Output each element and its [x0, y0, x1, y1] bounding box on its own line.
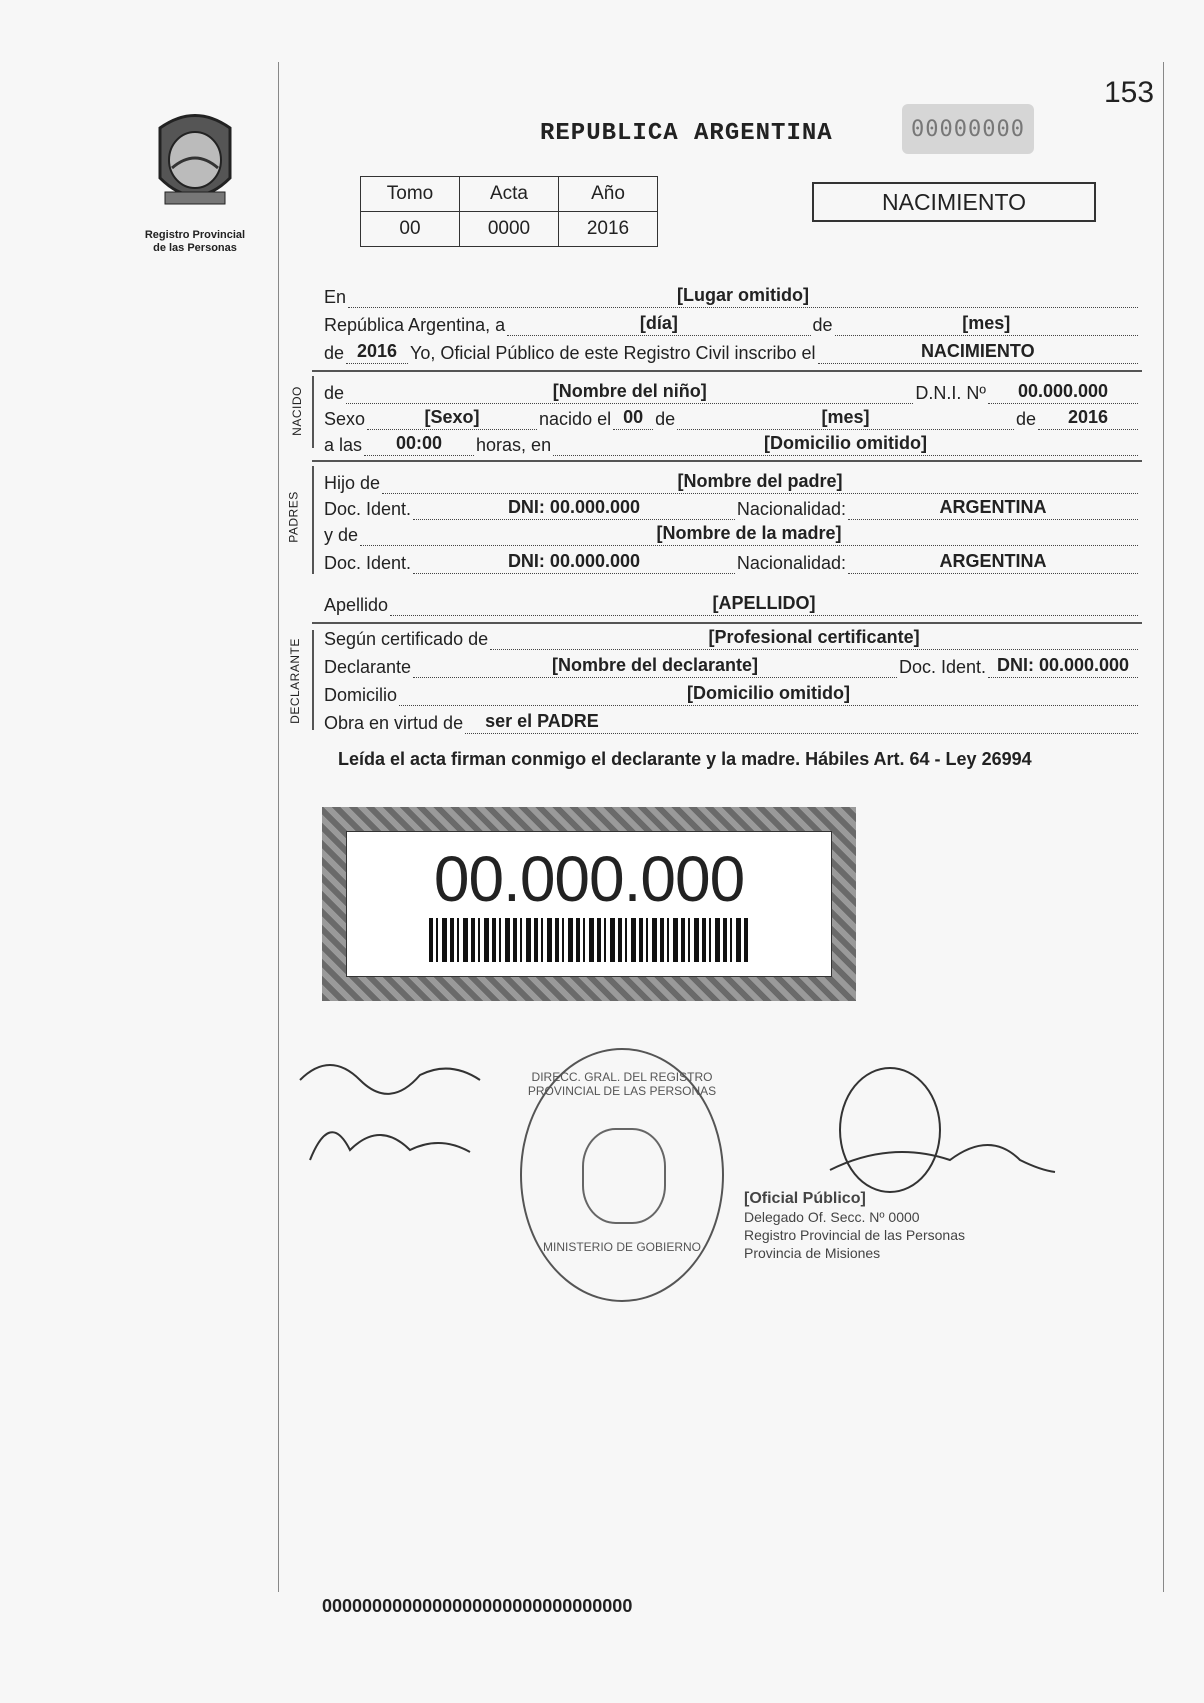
separator-padres [312, 460, 1142, 462]
label-a-las: a las [324, 435, 363, 455]
row-mother-doc [324, 548, 1140, 574]
label-de-year: de [324, 343, 345, 363]
label-father-doc: Doc. Ident. [324, 499, 412, 519]
value-declarante: [Nombre del declarante] [551, 655, 759, 675]
stamp-inner-text: MINISTERIO DE GOBIERNO [542, 1240, 701, 1254]
label-sexo: Sexo [324, 409, 366, 429]
acta-value: 0000 [460, 212, 559, 247]
official-stamp [520, 1048, 724, 1302]
acta-header: Acta [460, 177, 559, 212]
label-declarante: Declarante [324, 657, 412, 677]
official-role: Delegado Of. Secc. Nº 0000 [744, 1209, 920, 1225]
serial-number: 00000000 [902, 104, 1034, 154]
row-declarante [324, 652, 1140, 678]
value-child-dni: 00.000.000 [1017, 381, 1109, 401]
register-header-row [361, 177, 658, 212]
row-year [324, 338, 1140, 364]
value-domicilio: [Domicilio omitido] [687, 683, 850, 703]
label-de-month: de [812, 315, 833, 335]
row-father [324, 468, 1140, 494]
barcode-icon [429, 918, 749, 962]
label-cert: Según certificado de [324, 629, 489, 649]
value-cert: [Profesional certificante] [708, 627, 920, 647]
row-date [324, 310, 1140, 336]
section-declarante: DECLARANTE [287, 638, 302, 724]
left-margin-line [278, 62, 279, 1592]
label-de-name: de [324, 383, 345, 403]
section-padres: PADRES [286, 491, 301, 543]
id-number-card [322, 807, 856, 1001]
document-hash: 0000000000000000000000000000000 [322, 1596, 633, 1616]
value-year: 2016 [357, 341, 398, 361]
padres-bracket [312, 466, 314, 574]
row-father-doc [324, 494, 1140, 520]
id-number-panel [346, 831, 832, 977]
document-title: REPUBLICA ARGENTINA [540, 120, 833, 147]
label-obra: Obra en virtud de [324, 713, 464, 733]
value-day-word: [día] [639, 313, 678, 333]
label-mother-doc: Doc. Ident. [324, 553, 412, 573]
register-table [360, 176, 658, 247]
label-y-de: y de [324, 525, 359, 545]
row-apellido [324, 590, 1140, 616]
value-birth-time: 00:00 [396, 433, 443, 453]
value-sexo: [Sexo] [424, 407, 480, 427]
anio-value: 2016 [559, 212, 658, 247]
label-republica: República Argentina, a [324, 315, 506, 335]
value-birth-place: [Domicilio omitido] [764, 433, 928, 453]
tomo-header: Tomo [361, 177, 460, 212]
value-inscribe: NACIMIENTO [920, 341, 1035, 361]
label-hijo-de: Hijo de [324, 473, 381, 493]
section-nacido: NACIDO [289, 386, 304, 436]
row-cert [324, 624, 1140, 650]
tomo-value: 00 [361, 212, 460, 247]
value-apellido: [APELLIDO] [712, 593, 816, 613]
closing-note: Leída el acta firman conmigo el declarante y la madre. Hábiles Art. 64 - Ley 26994 [338, 749, 1032, 769]
label-domicilio: Domicilio [324, 685, 398, 705]
provincial-shield-icon [150, 108, 240, 218]
value-child-name: [Nombre del niño] [552, 381, 707, 401]
anio-header: Año [559, 177, 658, 212]
right-margin-line [1163, 62, 1164, 1592]
row-time-place [324, 430, 1140, 456]
separator-nacido [312, 370, 1142, 372]
row-obra [324, 708, 1140, 734]
value-mother-nat: ARGENTINA [939, 551, 1047, 571]
id-number: 00.000.000 [433, 843, 745, 915]
folio-number: 153 [1104, 76, 1155, 109]
value-mother: [Nombre de la madre] [656, 523, 842, 543]
row-place [324, 282, 1140, 308]
stamp-outer-text: DIRECC. GRAL. DEL REGISTRO PROVINCIAL DE LAS PERSONAS [527, 1070, 717, 1098]
register-value-row [361, 212, 658, 247]
label-de-birth-month: de [655, 409, 676, 429]
label-apellido: Apellido [324, 595, 389, 615]
signature-scribble-2 [820, 1060, 1060, 1200]
official-name: [Oficial Público] [744, 1190, 866, 1207]
official-province: Provincia de Misiones [744, 1245, 881, 1261]
row-mother [324, 520, 1140, 546]
row-child-name [324, 378, 1140, 404]
label-yo: Yo, Oficial Público de este Registro Civil inscribo el [410, 343, 816, 363]
label-en: En [324, 287, 347, 307]
document-kind: NACIMIENTO [812, 182, 1096, 222]
official-org: Registro Provincial de las Personas [744, 1227, 965, 1243]
nacido-bracket [312, 376, 314, 448]
value-father: [Nombre del padre] [677, 471, 843, 491]
value-decl-doc: DNI: 00.000.000 [996, 655, 1130, 675]
value-month: [mes] [962, 313, 1011, 333]
row-domicilio [324, 680, 1140, 706]
value-father-nat: ARGENTINA [939, 497, 1047, 517]
declarante-bracket [312, 630, 314, 730]
registry-logo-label: Registro Provincial de las Personas [144, 229, 246, 254]
label-de-birth-year: de [1015, 409, 1036, 429]
row-sex-birth [324, 404, 1140, 430]
value-obra: ser el PADRE [485, 711, 599, 731]
value-mother-doc: DNI: 00.000.000 [507, 551, 641, 571]
label-father-nat: Nacionalidad: [736, 499, 846, 519]
value-father-doc: DNI: 00.000.000 [507, 497, 641, 517]
value-birth-day: 00 [623, 407, 644, 427]
label-decl-doc: Doc. Ident. [898, 657, 986, 677]
label-horas: horas, en [476, 435, 552, 455]
value-birth-year: 2016 [1067, 407, 1109, 427]
registry-logo [140, 108, 250, 255]
official-block [744, 1190, 965, 1262]
label-dni: D.N.I. Nº [915, 383, 986, 403]
value-place: [Lugar omitido] [677, 285, 809, 305]
value-birth-month: [mes] [821, 407, 870, 427]
label-mother-nat: Nacionalidad: [736, 553, 846, 573]
signature-scribble-1 [290, 1040, 490, 1170]
stamp-emblem-icon [582, 1128, 666, 1224]
label-nacido-el: nacido el [539, 409, 612, 429]
